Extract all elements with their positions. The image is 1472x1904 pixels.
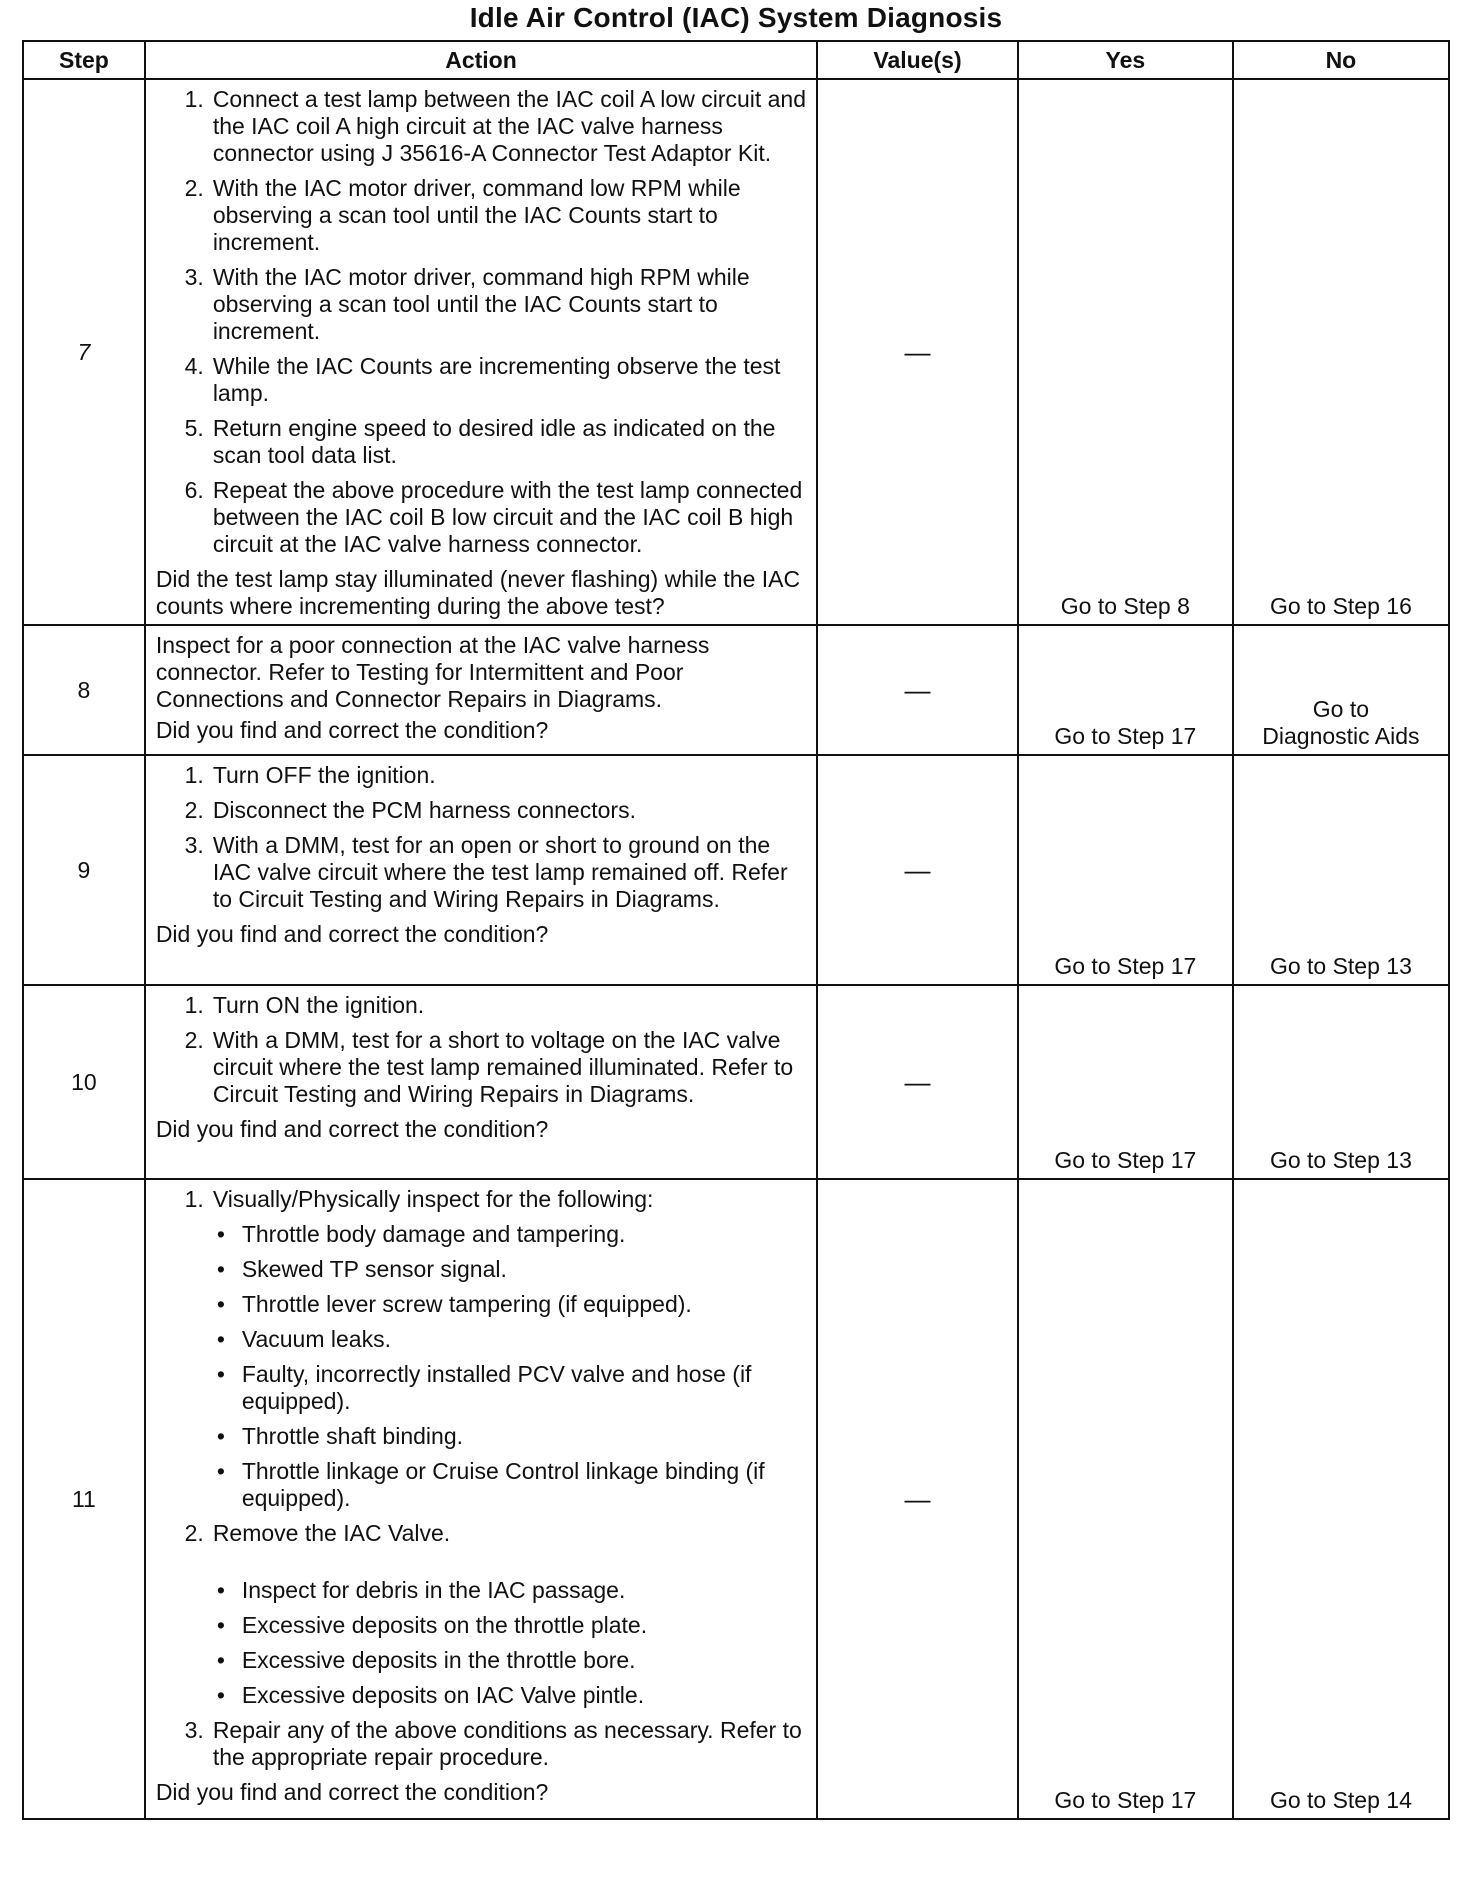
value-cell: —	[817, 625, 1018, 755]
list-item: 2. Remove the IAC Valve.	[184, 1520, 451, 1546]
header-action: Action	[145, 41, 817, 79]
table-row-step-8	[23, 625, 1449, 755]
question: Did the test lamp stay illuminated (never flashing) while the IAC counts where incrementing during the above test?	[155, 566, 801, 619]
question: Did you find and correct the condition?	[155, 921, 549, 947]
value-cell: —	[817, 79, 1018, 625]
header-yes: Yes	[1018, 41, 1233, 79]
no-cell: Go to Step 14	[1233, 1179, 1449, 1819]
action-cell	[145, 79, 817, 625]
list-item: 1. Visually/Physically inspect for the following:	[184, 1186, 654, 1212]
step-number: 11	[23, 1179, 145, 1819]
action-cell	[145, 755, 817, 985]
list-item: 1. Turn ON the ignition.	[184, 992, 425, 1018]
bullet-item: • Throttle body damage and tampering.	[216, 1221, 626, 1247]
table-row-step-7	[23, 79, 1449, 625]
action-cell	[145, 1179, 817, 1819]
bullet-item: • Throttle linkage or Cruise Control linkage binding (if equipped).	[216, 1458, 765, 1511]
question: Did you find and correct the condition?	[155, 1779, 549, 1805]
yes-cell: Go to Step 17	[1018, 985, 1233, 1179]
action-cell	[145, 985, 817, 1179]
table-row-step-9	[23, 755, 1449, 985]
no-line: Diagnostic Aids	[1262, 723, 1420, 749]
step-number: 7	[23, 79, 145, 625]
yes-cell: Go to Step 8	[1018, 79, 1233, 625]
no-line: Go to	[1312, 696, 1370, 722]
yes-cell: Go to Step 17	[1018, 755, 1233, 985]
value-cell: —	[817, 985, 1018, 1179]
yes-cell: Go to Step 17	[1018, 625, 1233, 755]
step-number: 8	[23, 625, 145, 755]
list-item: 3. Repair any of the above conditions as necessary. Refer to the appropriate repair procedure.	[184, 1717, 802, 1770]
bullet-item: • Excessive deposits on the throttle plate.	[216, 1612, 648, 1638]
list-item: 6. Repeat the above procedure with the test lamp connected between the IAC coil B low circuit and the IAC coil B high circuit at the IAC valve harness connector.	[184, 477, 803, 557]
no-cell: Go to Step 13	[1233, 755, 1449, 985]
list-item: 5. Return engine speed to desired idle as indicated on the scan tool data list.	[184, 415, 776, 468]
no-cell: Go to Step 16	[1233, 79, 1449, 625]
bullet-item: • Faulty, incorrectly installed PCV valve and hose (if equipped).	[216, 1361, 752, 1414]
question: Did you find and correct the condition?	[155, 1116, 549, 1142]
page-title: Idle Air Control (IAC) System Diagnosis	[469, 2, 1003, 33]
list-item: 2. Disconnect the PCM harness connectors.	[184, 797, 636, 823]
list-item: 2. With a DMM, test for a short to voltage on the IAC valve circuit where the test lamp remained illuminated. Refer to Circuit Testing and Wiring Repairs in Diagrams.	[184, 1027, 794, 1107]
header-row	[23, 41, 1449, 79]
bullet-item: • Skewed TP sensor signal.	[216, 1256, 507, 1282]
header-no: No	[1233, 41, 1449, 79]
list-item: 1. Connect a test lamp between the IAC coil A low circuit and the IAC coil A high circuit at the IAC valve harness connector using J 35616-A Connector Test Adaptor Kit.	[184, 86, 807, 166]
bullet-item: • Throttle lever screw tampering (if equipped).	[216, 1291, 692, 1317]
question: Did you find and correct the condition?	[155, 717, 549, 743]
bullet-item: • Inspect for debris in the IAC passage.	[216, 1577, 626, 1603]
action-cell	[145, 625, 817, 755]
no-cell	[1233, 625, 1449, 755]
list-item: 3. With a DMM, test for an open or short to ground on the IAC valve circuit where the test lamp remained off. Refer to Circuit Testing and Wiring Repairs in Diagrams.	[184, 832, 788, 912]
yes-cell: Go to Step 17	[1018, 1179, 1233, 1819]
value-cell: —	[817, 1179, 1018, 1819]
step-number: 10	[23, 985, 145, 1179]
list-item: 4. While the IAC Counts are incrementing observe the test lamp.	[184, 353, 781, 406]
header-step: Step	[23, 41, 145, 79]
step-number: 9	[23, 755, 145, 985]
list-item: 2. With the IAC motor driver, command low RPM while observing a scan tool until the IAC Counts start to increment.	[184, 175, 741, 255]
value-cell: —	[817, 755, 1018, 985]
paragraph: Inspect for a poor connection at the IAC valve harness connector. Refer to Testing for Intermittent and Poor Connections and Connector Repairs in Diagrams.	[155, 632, 710, 712]
header-values: Value(s)	[817, 41, 1018, 79]
bullet-item: • Excessive deposits in the throttle bore.	[216, 1647, 636, 1673]
bullet-item: • Excessive deposits on IAC Valve pintle.	[216, 1682, 645, 1708]
table-row-step-10	[23, 985, 1449, 1179]
bullet-item: • Vacuum leaks.	[216, 1326, 391, 1352]
table-row-step-11	[23, 1179, 1449, 1819]
list-item: 1. Turn OFF the ignition.	[184, 762, 436, 788]
bullet-item: • Throttle shaft binding.	[216, 1423, 463, 1449]
list-item: 3. With the IAC motor driver, command high RPM while observing a scan tool until the IAC Counts start to increment.	[184, 264, 750, 344]
no-cell: Go to Step 13	[1233, 985, 1449, 1179]
diagnosis-table	[22, 40, 1450, 1820]
